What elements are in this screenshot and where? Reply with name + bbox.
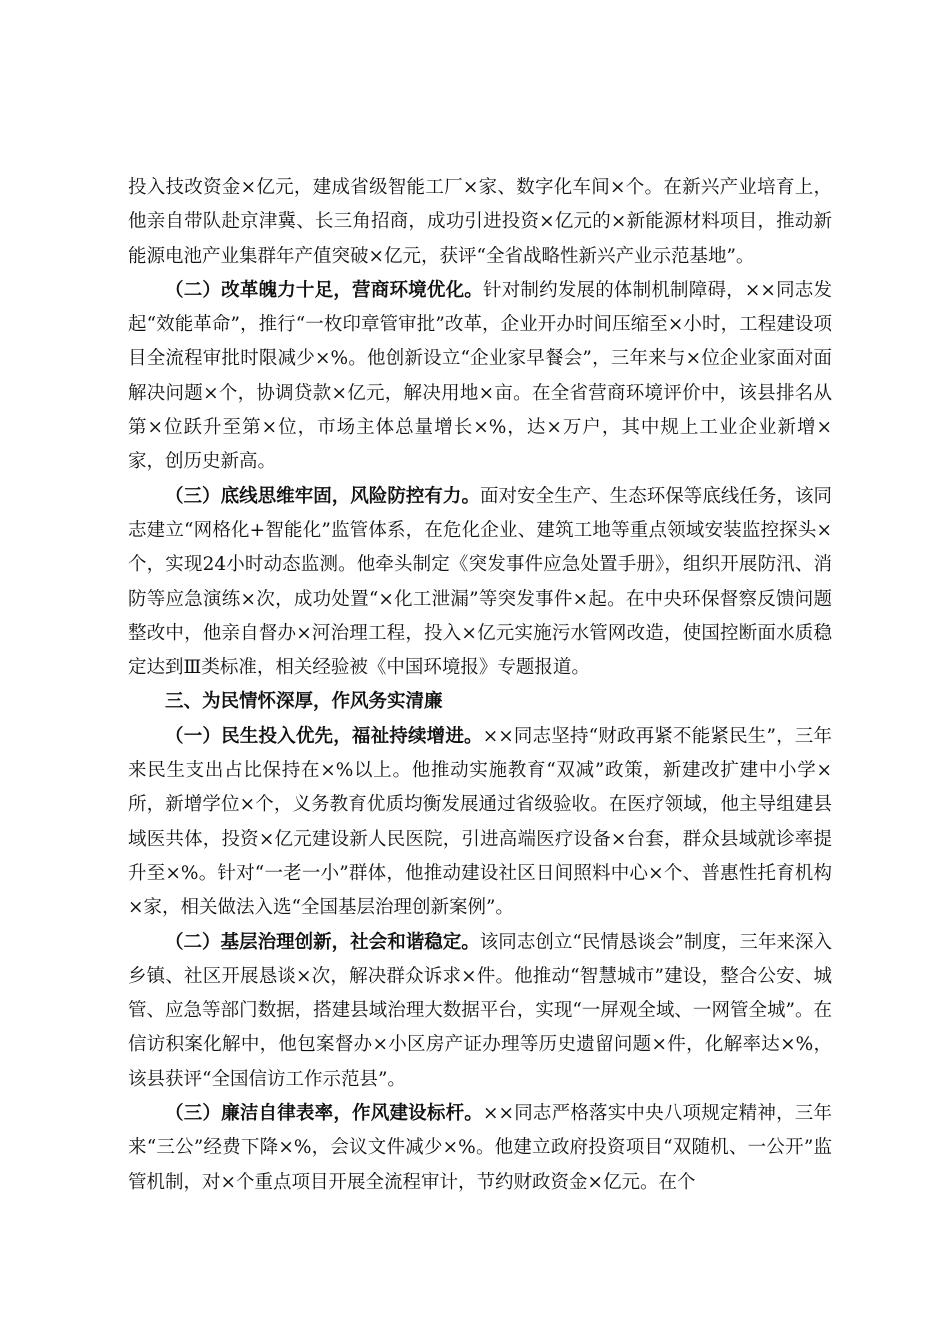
paragraph-lead: （二）基层治理创新，社会和谐稳定。 (165, 931, 480, 953)
paragraph-governance (128, 926, 832, 1097)
paragraph-lead: （三）底线思维牢固，风险防控有力。 (165, 485, 480, 507)
paragraph-text: 针对制约发展的体制机制障碍，××同志发起“效能革命”，推行“一枚印章管审批”改革，企业开办时间压缩至×小时，工程建设项目全流程审批时限减少×%。他创新设立“企业家早餐会”，三年来与×位企业家面对面解决问题×个，协调贷款×亿元，解决用地×亩。在全省营商环境评价中，该县排名从第×位跃升至第×位，市场主体总量增长×%，达×万户，其中规上工业企业新增×家，创历史新高。 (128, 279, 832, 473)
paragraph-lead: （一）民生投入优先，福祉持续增进。 (165, 725, 483, 747)
paragraph-livelihood (128, 720, 832, 926)
paragraph-lead: （三）廉洁自律表率，作风建设标杆。 (165, 1103, 483, 1125)
paragraph-continuation (128, 171, 832, 274)
paragraph-text: ××同志严格落实中央八项规定精神，三年来“三公”经费下降×%，会议文件减少×%。他建立政府投资项目“双随机、一公开”监管机制，对×个重点项目开展全流程审计，节约财政资金×亿元。在个 (128, 1103, 832, 1193)
paragraph-integrity (128, 1097, 832, 1200)
paragraph-text: 面对安全生产、生态环保等底线任务，该同志建立“网格化+智能化”监管体系，在危化企业、建筑工地等重点领域安装监控探头×个，实现24小时动态监测。他牵头制定《突发事件应急处置手册》，组织开展防汛、消防等应急演练×次，成功处置“×化工泄漏”等突发事件×起。在中央环保督察反馈问题整改中，他亲自督办×河治理工程，投入×亿元实施污水管网改造，使国控断面水质稳定达到Ⅲ类标准，相关经验被《中国环境报》专题报道。 (128, 485, 832, 679)
paragraph-reform (128, 274, 832, 480)
paragraph-text: ××同志坚持“财政再紧不能紧民生”，三年来民生支出占比保持在×%以上。他推动实施教育“双减”政策，新建改扩建中小学×所，新增学位×个，义务教育优质均衡发展通过省级验收。在医疗领域，他主导组建县域医共体，投资×亿元建设新人民医院，引进高端医疗设备×台套，群众县域就诊率提升至×%。针对“一老一小”群体，他推动建设社区日间照料中心×个、普惠性托育机构×家，相关做法入选“全国基层治理创新案例”。 (128, 725, 832, 919)
paragraph-lead: （二）改革魄力十足，营商环境优化。 (165, 279, 483, 301)
paragraph-risk-control (128, 480, 832, 686)
section-heading: 三、为民情怀深厚，作风务实清廉 (165, 691, 443, 713)
document-page (128, 171, 832, 1200)
paragraph-text: 投入技改资金×亿元，建成省级智能工厂×家、数字化车间×个。在新兴产业培育上，他亲自带队赴京津冀、长三角招商，成功引进投资×亿元的×新能源材料项目，推动新能源电池产业集群年产值突破×亿元，获评“全省战略性新兴产业示范基地”。 (128, 177, 832, 267)
paragraph-text: 该同志创立“民情恳谈会”制度，三年来深入乡镇、社区开展恳谈×次，解决群众诉求×件。他推动“智慧城市”建设，整合公安、城管、应急等部门数据，搭建县域治理大数据平台，实现“一屏观全域、一网管全城”。在信访积案化解中，他包案督办×小区房产证办理等历史遗留问题×件，化解率达×%，该县获评“全国信访工作示范县”。 (128, 931, 832, 1090)
